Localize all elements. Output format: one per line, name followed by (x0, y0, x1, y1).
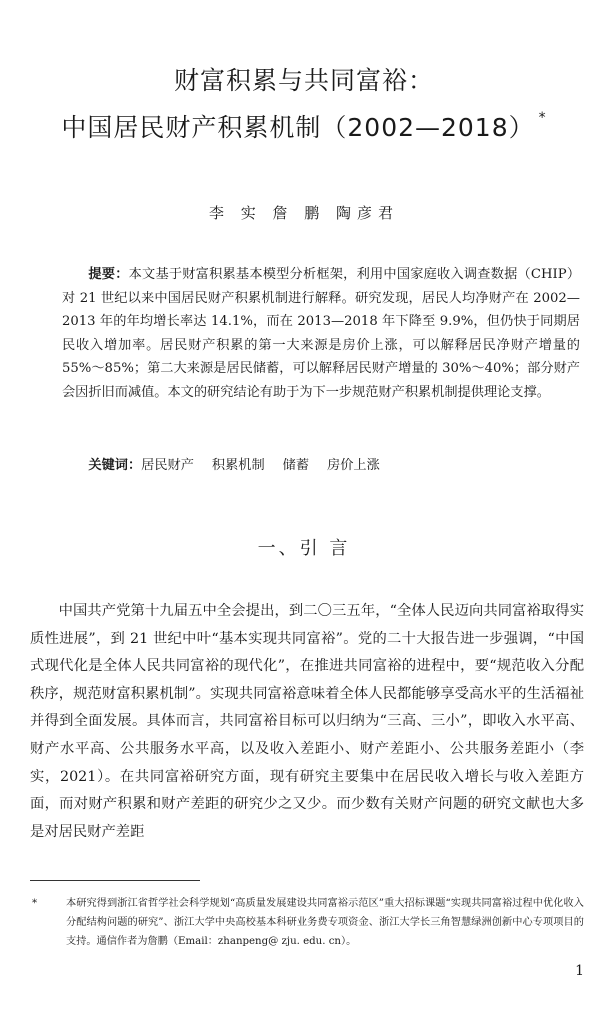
footnote-mark: * (32, 898, 38, 909)
body-paragraph: 中国共产党第十九届五中全会提出，到二〇三五年，“全体人民迈向共同富裕取得实质性进展”，到 21 世纪中叶“基本实现共同富裕”。党的二十大报告进一步强调，“中国式现代化是全体人民共同富裕的现代化”，在推进共同富裕的进程中，要“规范收入分配秩序，规范财富积累机制”。实现共同富裕意味着全体人民都能够享受高水平的生活福祉并得到全面发展。具体而言，共同富裕目标可以归纳为“三高、三小”，即收入水平高、财产水平高、公共服务水平高，以及收入差距小、财产差距小、公共服务差距小（李实，2021）。在共同富裕研究方面，现有研究主要集中在居民收入增长与收入差距方面，而对财产积累和财产差距的研究少之又少。而少数有关财产问题的研究文献也大多是对居民财产差距 (30, 603, 584, 840)
page-number: 1 (575, 963, 584, 979)
footnote (30, 894, 584, 951)
footnote-divider (30, 880, 200, 881)
paper-title-line-1 (0, 68, 608, 93)
abstract (62, 263, 580, 405)
footnote-text: 本研究得到浙江省哲学社会科学规划“高质量发展建设共同富裕示范区”重大招标课题“实现共同富裕过程中优化收入分配结构问题的研究”、浙江大学中央高校基本科研业务费专项资金、浙江大学长三角智慧绿洲创新中心专项项目的支持。通信作者为詹鹏（Email：zhanpeng@ zju. edu. cn）。 (66, 898, 584, 947)
author-list: 李 实 詹 鹏 陶彦君 (208, 204, 400, 222)
keyword-item: 居民财产 (141, 458, 194, 473)
abstract-label: 提要： (88, 267, 129, 282)
section-heading-introduction: 一、引 言 (257, 538, 351, 559)
keywords-label: 关键词： (88, 458, 142, 473)
keywords (62, 454, 580, 477)
title-line-2-text: 中国居民财产积累机制（2002—2018） (61, 113, 535, 142)
keyword-item: 储蓄 (282, 458, 310, 473)
title-line-1-text: 财富积累与共同富裕： (173, 66, 434, 95)
paper-title-line-2 (0, 110, 608, 142)
keyword-item: 积累机制 (211, 458, 265, 473)
title-footnote-mark: * (538, 110, 547, 126)
keyword-item: 房价上涨 (327, 458, 380, 473)
abstract-text: 本文基于财富积累基本模型分析框架，利用中国家庭收入调查数据（CHIP）对 21 世纪以来中国居民财产积累机制进行解释。研究发现，居民人均净财产在 2002—2013 年的年均增长率达 14.1%，而在 2013—2018 年下降至 9.9%，但仍快于同期居民收入增加率。居民财产积累的第一大来源是房价上涨，可以解释居民净财产增量的 55%～85%；第二大来源是居民储蓄，可以解释居民财产增量的 30%～40%；部分财产会因折旧而减值。本文的研究结论有助于为下一步规范财产积累机制提供理论支撑。 (62, 267, 581, 400)
